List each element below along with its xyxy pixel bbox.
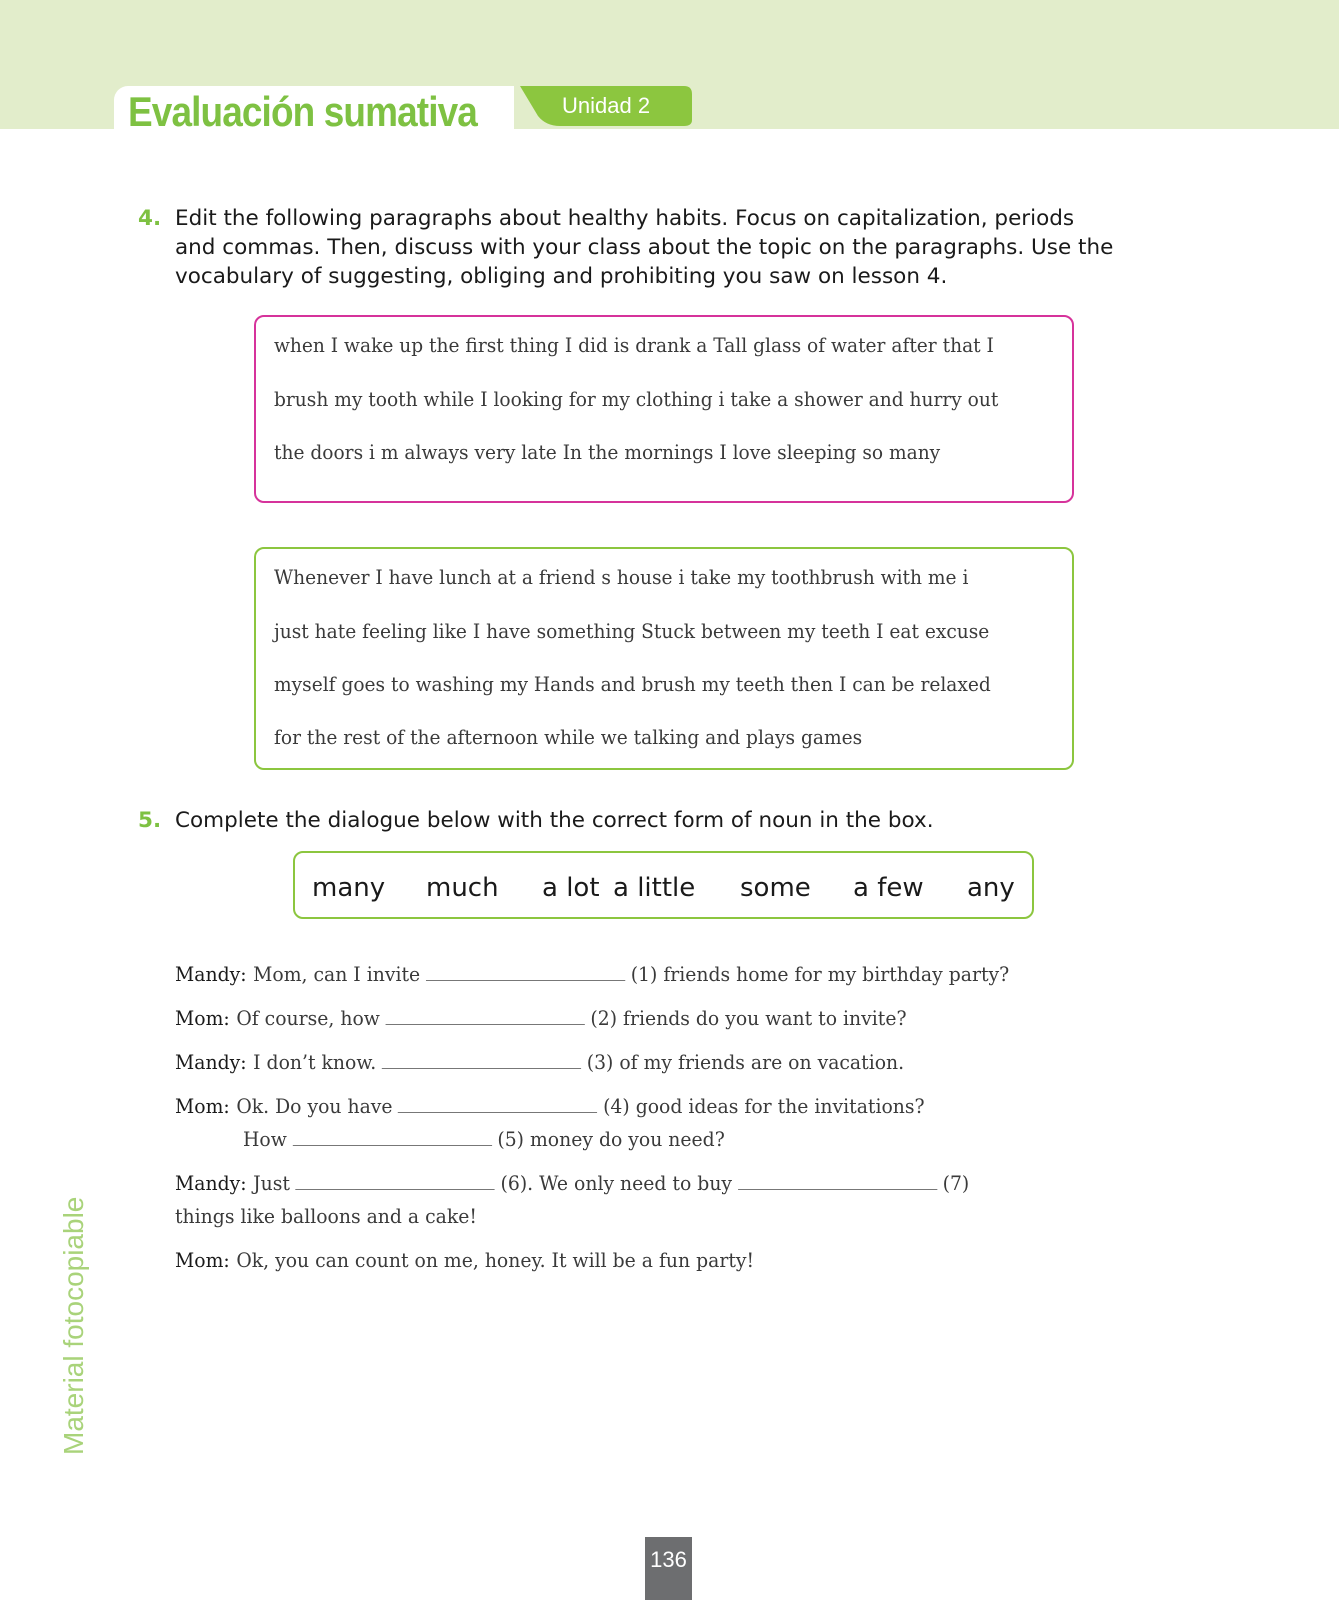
question-number: 5. xyxy=(138,808,162,833)
dialogue-line xyxy=(175,1204,477,1228)
question-instruction: Complete the dialogue below with the correct form of noun in the box. xyxy=(175,808,934,833)
dialogue-line xyxy=(175,1050,904,1074)
word-option: any xyxy=(967,873,1015,903)
answer-blank[interactable] xyxy=(738,1188,937,1190)
dialogue-text: I don’t know. xyxy=(253,1050,377,1074)
dialogue-text: (5) money do you need? xyxy=(497,1127,725,1151)
dialogue-text: (6). We only need to buy xyxy=(500,1171,733,1195)
question-line: and commas. Then, discuss with your class about the topic on the paragraphs. Use the xyxy=(175,235,1114,260)
dialogue-line xyxy=(175,1171,969,1195)
paragraph-line: myself goes to washing my Hands and brush my teeth then I can be relaxed xyxy=(274,672,991,696)
dialogue-text: Just xyxy=(253,1171,290,1195)
unit-label: Unidad 2 xyxy=(562,93,651,118)
dialogue-text: Ok, you can count on me, honey. It will be a fun party! xyxy=(236,1248,755,1272)
speaker: Mandy: xyxy=(175,962,247,986)
page-number: 136 xyxy=(645,1537,692,1600)
question-number: 4. xyxy=(138,206,162,231)
paragraph-line: the doors i m always very late In the mornings I love sleeping so many xyxy=(274,440,941,464)
dialogue-line xyxy=(175,1248,754,1272)
paragraph-line: brush my tooth while I looking for my clothing i take a shower and hurry out xyxy=(274,387,999,411)
paragraph-line: when I wake up the first thing I did is drank a Tall glass of water after that I xyxy=(274,333,994,357)
question-line: Edit the following paragraphs about healthy habits. Focus on capitalization, periods xyxy=(175,206,1075,231)
speaker: Mandy: xyxy=(175,1050,247,1074)
dialogue-line xyxy=(175,1006,907,1030)
answer-blank[interactable] xyxy=(398,1111,597,1113)
dialogue-text: things like balloons and a cake! xyxy=(175,1204,477,1228)
side-label: Material fotocopiable xyxy=(58,1196,89,1455)
answer-blank[interactable] xyxy=(382,1067,581,1069)
paragraph-line: Whenever I have lunch at a friend s house i take my toothbrush with me i xyxy=(274,565,969,589)
answer-blank[interactable] xyxy=(386,1023,585,1025)
paragraph-line: for the rest of the afternoon while we talking and plays games xyxy=(274,725,863,749)
question-line: vocabulary of suggesting, obliging and prohibiting you saw on lesson 4. xyxy=(175,264,948,289)
dialogue-text: Mom, can I invite xyxy=(253,962,421,986)
paragraph-box-1 xyxy=(254,315,1074,503)
dialogue-line xyxy=(243,1127,725,1151)
dialogue-line xyxy=(175,1094,925,1118)
word-option: some xyxy=(740,873,811,903)
dialogue-text: (1) friends home for my birthday party? xyxy=(630,962,1010,986)
speaker: Mandy: xyxy=(175,1171,247,1195)
paragraph-box-2 xyxy=(254,547,1074,770)
answer-blank[interactable] xyxy=(426,979,625,981)
dialogue-text: (3) of my friends are on vacation. xyxy=(586,1050,905,1074)
speaker: Mom: xyxy=(175,1006,230,1030)
dialogue-text: (2) friends do you want to invite? xyxy=(590,1006,907,1030)
page-title: Evaluación sumativa xyxy=(128,88,477,135)
dialogue-text: (4) good ideas for the invitations? xyxy=(603,1094,925,1118)
answer-blank[interactable] xyxy=(296,1188,495,1190)
word-option: a little xyxy=(613,873,696,903)
dialogue-text: How xyxy=(243,1127,287,1151)
dialogue-line xyxy=(175,962,1009,986)
dialogue-text: (7) xyxy=(942,1171,970,1195)
dialogue-text: Of course, how xyxy=(236,1006,380,1030)
answer-blank[interactable] xyxy=(292,1144,491,1146)
word-option: many xyxy=(312,873,386,903)
word-option: a few xyxy=(853,873,924,903)
paragraph-line: just hate feeling like I have something Stuck between my teeth I eat excuse xyxy=(274,619,990,643)
speaker: Mom: xyxy=(175,1094,230,1118)
word-option: much xyxy=(426,873,499,903)
word-box xyxy=(293,851,1034,919)
word-option: a lot xyxy=(542,873,600,903)
speaker: Mom: xyxy=(175,1248,230,1272)
dialogue-text: Ok. Do you have xyxy=(236,1094,393,1118)
